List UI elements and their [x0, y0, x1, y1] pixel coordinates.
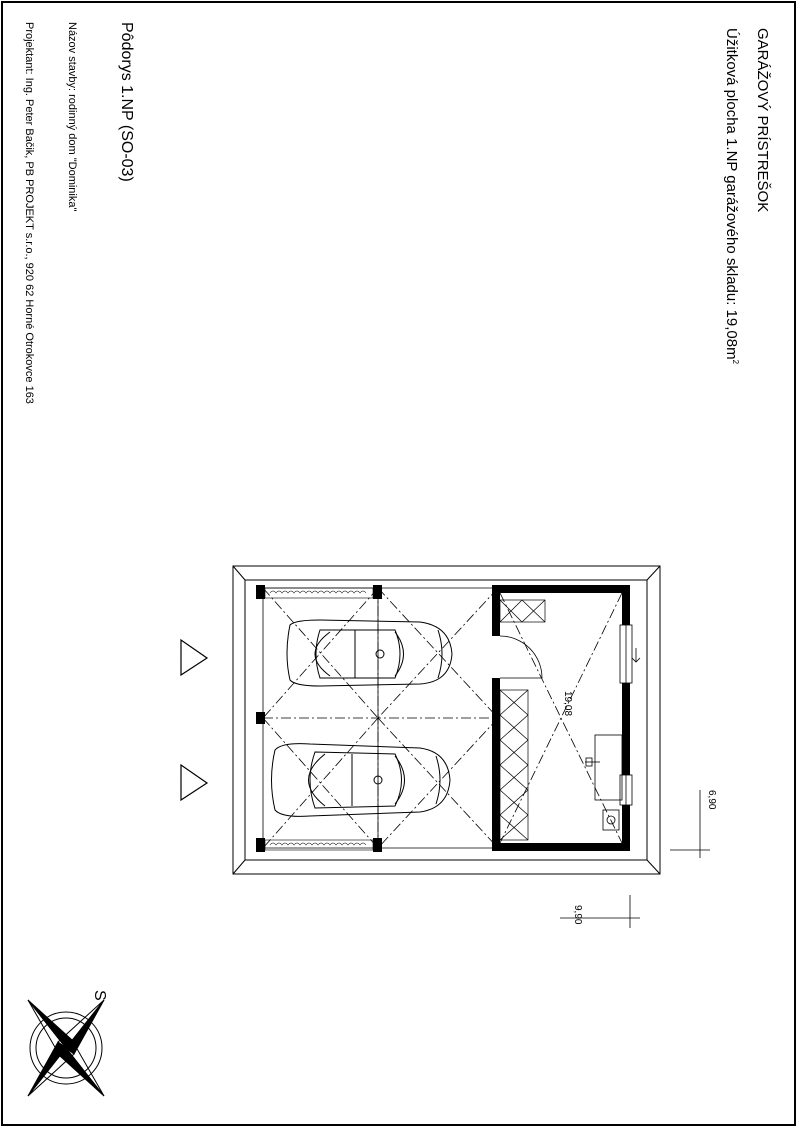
sink-fixture [585, 735, 622, 830]
stair-arrow [632, 648, 640, 662]
roof-outline [233, 566, 660, 874]
dimension-depth-label: 6,90 [706, 790, 717, 810]
building-name: Názov stavby: rodinný dom "Dominika" [66, 22, 78, 212]
compass-rose [28, 1000, 104, 1096]
usable-area-unit: 2 [731, 359, 740, 365]
door-swing [500, 636, 542, 678]
dimension-width-label: 9,90 [572, 905, 583, 925]
shelving [500, 600, 545, 840]
storage-diagonals [500, 593, 622, 843]
room-area-label: 19,08 [562, 691, 573, 717]
car-top [287, 620, 452, 686]
drawing-title: GARÁŽOVÝ PRÍSTREŠOK [754, 28, 771, 213]
designer-info: Projektant: Ing. Peter Bačik, PB PROJEKT s.r.o., 920 62 Horné Otrokovce 163 [23, 22, 35, 404]
dimension-lines [560, 790, 710, 928]
columns [256, 585, 382, 852]
door-opening [490, 636, 502, 678]
planter-strips [265, 588, 373, 850]
plan-title: Pôdorys 1.NP (SO-03) [118, 22, 135, 182]
usable-area-text: Úžitková plocha 1.NP garážového skladu: 19,08m [723, 28, 740, 360]
car-bottom [272, 744, 451, 817]
compass-letter: S [91, 990, 108, 1001]
entrance-arrows [181, 640, 207, 800]
carport-grid [263, 588, 498, 848]
